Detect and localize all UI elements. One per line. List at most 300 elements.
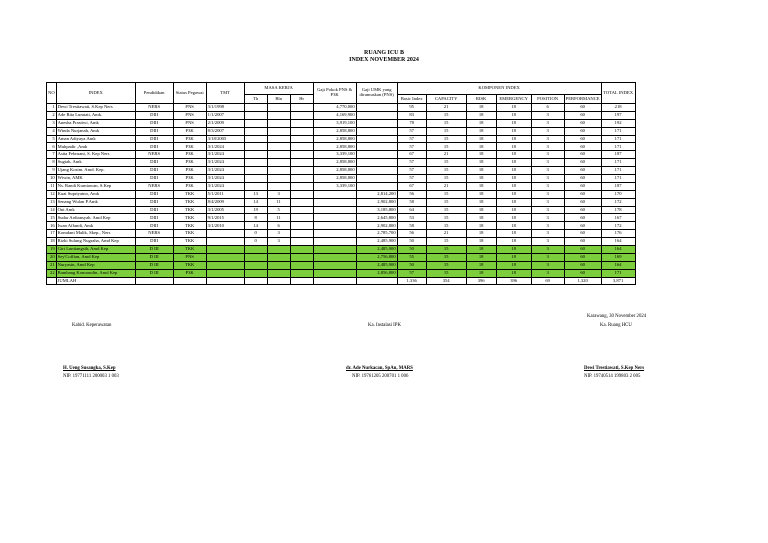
cell-risk: 18 bbox=[466, 111, 496, 119]
cell-gaji-umk bbox=[356, 167, 397, 175]
table-body bbox=[47, 104, 636, 278]
cell-no: 20 bbox=[47, 253, 57, 261]
cell-risk: 18 bbox=[466, 206, 496, 214]
cell-emergency: 18 bbox=[496, 143, 531, 151]
cell-th: 19 bbox=[244, 206, 267, 214]
cell-performance: 60 bbox=[564, 246, 601, 254]
cell-th: 0 bbox=[244, 230, 267, 238]
header-position: POSITION bbox=[531, 95, 564, 104]
cell-gaji bbox=[313, 222, 356, 230]
cell-no: 13 bbox=[47, 198, 57, 206]
cell-basic: 67 bbox=[397, 182, 426, 190]
cell-risk: 18 bbox=[466, 143, 496, 151]
header-capacity: CAPACITY bbox=[426, 95, 466, 104]
cell-hr bbox=[290, 182, 313, 190]
cell-performance: 60 bbox=[564, 104, 601, 112]
cell-pendidikan: DIII bbox=[135, 222, 173, 230]
cell-position: 3 bbox=[531, 127, 564, 135]
cell-tmt: 3/1/2024 bbox=[206, 143, 244, 151]
cell-gaji bbox=[313, 230, 356, 238]
cell-name: Komdani Malik, Skep., Ners bbox=[56, 230, 135, 238]
header-tmt: TMT bbox=[206, 83, 244, 104]
cell-no: 16 bbox=[47, 222, 57, 230]
totals-capacity: 354 bbox=[426, 277, 466, 285]
cell-emergency: 18 bbox=[496, 135, 531, 143]
cell-status: P3K bbox=[173, 167, 206, 175]
cell-name: Muhpadir ,Amk bbox=[56, 143, 135, 151]
cell-capacity: 15 bbox=[426, 261, 466, 269]
cell-tmt bbox=[206, 230, 244, 238]
cell-gaji-umk bbox=[356, 175, 397, 183]
cell-th bbox=[244, 246, 267, 254]
cell-gaji bbox=[313, 261, 356, 269]
index-table bbox=[46, 82, 636, 285]
cell-gaji-umk: 2,785,700 bbox=[356, 230, 397, 238]
cell-hr bbox=[290, 159, 313, 167]
cell-pendidikan: DIII bbox=[135, 190, 173, 198]
cell-capacity: 15 bbox=[426, 269, 466, 277]
cell-capacity: 21 bbox=[426, 151, 466, 159]
cell-name: Iwan Affandi, Amk bbox=[56, 222, 135, 230]
cell-name: Ujang Kosim. Amd. Kep. bbox=[56, 167, 135, 175]
cell-position: 3 bbox=[531, 119, 564, 127]
table-row bbox=[47, 119, 636, 127]
cell-capacity: 15 bbox=[426, 222, 466, 230]
cell-total: 176 bbox=[601, 230, 635, 238]
cell-emergency: 18 bbox=[496, 151, 531, 159]
cell-total: 187 bbox=[601, 151, 635, 159]
cell-risk: 18 bbox=[466, 190, 496, 198]
cell-gaji-umk: 2,756,800 bbox=[356, 253, 397, 261]
cell-name: Anesha Prastiwi, Amk bbox=[56, 119, 135, 127]
cell-performance: 60 bbox=[564, 127, 601, 135]
cell-gaji-umk bbox=[356, 159, 397, 167]
cell-capacity: 15 bbox=[426, 175, 466, 183]
cell-bln bbox=[267, 111, 290, 119]
cell-tmt: 3/1/2005 bbox=[206, 206, 244, 214]
cell-pendidikan: DIII bbox=[135, 214, 173, 222]
cell-total: 164 bbox=[601, 246, 635, 254]
cell-emergency: 18 bbox=[496, 190, 531, 198]
cell-gaji bbox=[313, 269, 356, 277]
cell-no: 6 bbox=[47, 143, 57, 151]
cell-gaji-umk: 2,856,800 bbox=[356, 269, 397, 277]
cell-emergency: 18 bbox=[496, 167, 531, 175]
cell-gaji-umk: 2,902,800 bbox=[356, 198, 397, 206]
cell-pendidikan: DIII bbox=[135, 175, 173, 183]
cell-capacity: 15 bbox=[426, 238, 466, 246]
cell-status: P3K bbox=[173, 175, 206, 183]
cell-status: P3K bbox=[173, 127, 206, 135]
cell-tmt: 2/1/2009 bbox=[206, 119, 244, 127]
totals-basic: 1,336 bbox=[397, 277, 426, 285]
cell-basic: 67 bbox=[397, 151, 426, 159]
cell-pendidikan: NERS bbox=[135, 230, 173, 238]
cell-capacity: 15 bbox=[426, 253, 466, 261]
cell-tmt: 3/1/2024 bbox=[206, 159, 244, 167]
cell-th bbox=[244, 127, 267, 135]
cell-name: Giri Luntiangsih, Amd Kep bbox=[56, 246, 135, 254]
table-row bbox=[47, 167, 636, 175]
header-performance: PERFORMANCE bbox=[564, 95, 601, 104]
cell-basic: 50 bbox=[397, 246, 426, 254]
cell-total: 178 bbox=[601, 206, 635, 214]
cell-risk: 18 bbox=[466, 269, 496, 277]
left-role: Kabid. Keperawatan bbox=[72, 323, 112, 328]
cell-position: 3 bbox=[531, 214, 564, 222]
cell-th bbox=[244, 111, 267, 119]
cell-th: 13 bbox=[244, 190, 267, 198]
cell-no: 22 bbox=[47, 269, 57, 277]
cell-name: Nuryasin, Amd Kep bbox=[56, 261, 135, 269]
cell-no: 2 bbox=[47, 111, 57, 119]
cell-tmt: 5/1/2011 bbox=[206, 190, 244, 198]
cell-risk: 18 bbox=[466, 261, 496, 269]
cell-capacity: 21 bbox=[426, 104, 466, 112]
cell-bln: 3 bbox=[267, 190, 290, 198]
cell-emergency: 18 bbox=[496, 159, 531, 167]
cell-th bbox=[244, 135, 267, 143]
cell-th bbox=[244, 175, 267, 183]
cell-risk: 18 bbox=[466, 104, 496, 112]
cell-no: 18 bbox=[47, 238, 57, 246]
cell-total: 172 bbox=[601, 198, 635, 206]
left-signer-name: H. Ueng Susangka, S.Kep bbox=[63, 366, 116, 371]
header-th: Th bbox=[244, 95, 267, 104]
totals-performance: 1,320 bbox=[564, 277, 601, 285]
cell-tmt bbox=[206, 253, 244, 261]
cell-status: PNS bbox=[173, 111, 206, 119]
cell-performance: 60 bbox=[564, 143, 601, 151]
cell-position: 3 bbox=[531, 175, 564, 183]
cell-name: Wiwin, AMK bbox=[56, 175, 135, 183]
cell-performance: 60 bbox=[564, 111, 601, 119]
cell-no: 4 bbox=[47, 127, 57, 135]
table-row bbox=[47, 230, 636, 238]
cell-tmt: 3/18/2005 bbox=[206, 135, 244, 143]
cell-basic: 56 bbox=[397, 190, 426, 198]
cell-hr bbox=[290, 151, 313, 159]
header-emergency: EMERGENCY bbox=[496, 95, 531, 104]
cell-emergency: 18 bbox=[496, 261, 531, 269]
cell-tmt: 8/4/2009 bbox=[206, 198, 244, 206]
cell-th bbox=[244, 143, 267, 151]
cell-total: 171 bbox=[601, 269, 635, 277]
cell-gaji-umk bbox=[356, 127, 397, 135]
cell-performance: 60 bbox=[564, 253, 601, 261]
cell-position: 3 bbox=[531, 190, 564, 198]
totals-risk: 396 bbox=[466, 277, 496, 285]
cell-hr bbox=[290, 127, 313, 135]
table-row bbox=[47, 206, 636, 214]
cell-total: 167 bbox=[601, 214, 635, 222]
cell-hr bbox=[290, 246, 313, 254]
cell-total: 164 bbox=[601, 261, 635, 269]
cell-pendidikan: DIII bbox=[135, 111, 173, 119]
header-gaji-umk: Gaji UMK yang dirumuskan (PNS) bbox=[356, 83, 397, 104]
cell-gaji bbox=[313, 190, 356, 198]
header-bln: Bln bbox=[267, 95, 290, 104]
cell-performance: 60 bbox=[564, 222, 601, 230]
cell-capacity: 15 bbox=[426, 190, 466, 198]
cell-gaji bbox=[313, 238, 356, 246]
cell-gaji: 2,858,800 bbox=[313, 159, 356, 167]
cell-pendidikan: DIII bbox=[135, 119, 173, 127]
header-komponen: KOMPONEN INDEX bbox=[397, 83, 601, 95]
cell-emergency: 18 bbox=[496, 253, 531, 261]
cell-total: 171 bbox=[601, 143, 635, 151]
cell-position: 3 bbox=[531, 238, 564, 246]
cell-no: 19 bbox=[47, 246, 57, 254]
totals-label: JUMLAH bbox=[56, 277, 135, 285]
cell-bln bbox=[267, 135, 290, 143]
cell-no: 8 bbox=[47, 159, 57, 167]
cell-position: 3 bbox=[531, 246, 564, 254]
cell-position: 3 bbox=[531, 182, 564, 190]
table-row bbox=[47, 198, 636, 206]
cell-th bbox=[244, 151, 267, 159]
header-gaji: Gaji Pokok PNS & P3K bbox=[313, 83, 356, 104]
cell-name: Bambang Komarudin, Amd Kep bbox=[56, 269, 135, 277]
cell-emergency: 18 bbox=[496, 182, 531, 190]
cell-th bbox=[244, 104, 267, 112]
cell-gaji-umk bbox=[356, 111, 397, 119]
cell-hr bbox=[290, 230, 313, 238]
table-row bbox=[47, 261, 636, 269]
table-row bbox=[47, 269, 636, 277]
cell-position: 3 bbox=[531, 222, 564, 230]
right-signer-nip: NIP. 19740514 199803 2 005 bbox=[584, 374, 641, 379]
cell-pendidikan: D III bbox=[135, 253, 173, 261]
cell-gaji-umk: 2,645,800 bbox=[356, 214, 397, 222]
cell-bln bbox=[267, 151, 290, 159]
cell-status: P3K bbox=[173, 182, 206, 190]
header-basic: Basic Index bbox=[397, 95, 426, 104]
cell-pendidikan: NERS bbox=[135, 104, 173, 112]
cell-status: TKK bbox=[173, 261, 206, 269]
cell-gaji: 2,858,800 bbox=[313, 167, 356, 175]
cell-position: 3 bbox=[531, 230, 564, 238]
cell-name: Sey'Coffian, Amd Kep bbox=[56, 253, 135, 261]
cell-position: 3 bbox=[531, 111, 564, 119]
cell-th bbox=[244, 261, 267, 269]
cell-performance: 60 bbox=[564, 119, 601, 127]
cell-gaji-umk bbox=[356, 104, 397, 112]
cell-emergency: 18 bbox=[496, 214, 531, 222]
cell-name: Kuat Supriyatno, Amk bbox=[56, 190, 135, 198]
cell-th bbox=[244, 119, 267, 127]
right-signer-name: Dewi Trestiawati, S.Kep Ners bbox=[584, 366, 645, 371]
cell-name: Ns. Randi Kurniawan, S.Kep bbox=[56, 182, 135, 190]
cell-pendidikan: D III bbox=[135, 269, 173, 277]
cell-performance: 60 bbox=[564, 167, 601, 175]
cell-gaji: 3,339,100 bbox=[313, 151, 356, 159]
cell-performance: 60 bbox=[564, 206, 601, 214]
cell-th bbox=[244, 182, 267, 190]
cell-name: Asita Februani, S. Kep Ners bbox=[56, 151, 135, 159]
cell-tmt: 3/1/2024 bbox=[206, 167, 244, 175]
cell-risk: 18 bbox=[466, 127, 496, 135]
cell-emergency: 18 bbox=[496, 198, 531, 206]
cell-th: 8 bbox=[244, 214, 267, 222]
cell-performance: 60 bbox=[564, 269, 601, 277]
cell-gaji: 4,169,900 bbox=[313, 111, 356, 119]
cell-tmt: 8/3/2007 bbox=[206, 127, 244, 135]
cell-position: 3 bbox=[531, 135, 564, 143]
cell-gaji-umk: 2,485,900 bbox=[356, 238, 397, 246]
cell-hr bbox=[290, 135, 313, 143]
cell-hr bbox=[290, 261, 313, 269]
cell-status: P3K bbox=[173, 151, 206, 159]
cell-gaji-umk bbox=[356, 143, 397, 151]
cell-emergency: 18 bbox=[496, 246, 531, 254]
cell-emergency: 18 bbox=[496, 269, 531, 277]
cell-bln: 5 bbox=[267, 206, 290, 214]
cell-capacity: 15 bbox=[426, 198, 466, 206]
cell-name: Rizki Sulung Nugraha, Amd Kep bbox=[56, 238, 135, 246]
cell-name: Oni Amk bbox=[56, 206, 135, 214]
cell-hr bbox=[290, 222, 313, 230]
cell-gaji-umk: 2,485,900 bbox=[356, 261, 397, 269]
cell-status: P3K bbox=[173, 135, 206, 143]
cell-basic: 64 bbox=[397, 206, 426, 214]
header-masa-kerja: MASA KERJA bbox=[244, 83, 313, 95]
cell-position: 3 bbox=[531, 151, 564, 159]
cell-performance: 60 bbox=[564, 190, 601, 198]
cell-risk: 18 bbox=[466, 151, 496, 159]
cell-basic: 57 bbox=[397, 135, 426, 143]
cell-status: TKK bbox=[173, 206, 206, 214]
cell-bln bbox=[267, 104, 290, 112]
cell-risk: 18 bbox=[466, 167, 496, 175]
cell-no: 5 bbox=[47, 135, 57, 143]
cell-risk: 18 bbox=[466, 159, 496, 167]
cell-gaji-umk: 2,485,900 bbox=[356, 246, 397, 254]
cell-position: 3 bbox=[531, 198, 564, 206]
cell-capacity: 15 bbox=[426, 214, 466, 222]
cell-risk: 18 bbox=[466, 182, 496, 190]
cell-bln bbox=[267, 175, 290, 183]
cell-gaji-umk bbox=[356, 119, 397, 127]
cell-bln bbox=[267, 261, 290, 269]
table-row bbox=[47, 159, 636, 167]
cell-no: 12 bbox=[47, 190, 57, 198]
cell-pendidikan: DIII bbox=[135, 238, 173, 246]
cell-bln: 11 bbox=[267, 214, 290, 222]
cell-basic: 50 bbox=[397, 238, 426, 246]
cell-performance: 60 bbox=[564, 135, 601, 143]
cell-gaji bbox=[313, 206, 356, 214]
cell-position: 3 bbox=[531, 167, 564, 175]
cell-bln bbox=[267, 182, 290, 190]
cell-th: 0 bbox=[244, 238, 267, 246]
cell-status: TKK bbox=[173, 190, 206, 198]
cell-name: Ade Rita Lumiati, Amk. bbox=[56, 111, 135, 119]
cell-bln bbox=[267, 119, 290, 127]
header-hr: Hr bbox=[290, 95, 313, 104]
totals-position: 69 bbox=[531, 277, 564, 285]
cell-status: TKK bbox=[173, 238, 206, 246]
cell-bln bbox=[267, 159, 290, 167]
cell-basic: 95 bbox=[397, 104, 426, 112]
table-row bbox=[47, 135, 636, 143]
header-index: INDEX bbox=[56, 83, 135, 104]
cell-name: Sugiah, Amk bbox=[56, 159, 135, 167]
cell-pendidikan: DIII bbox=[135, 159, 173, 167]
cell-total: 192 bbox=[601, 119, 635, 127]
cell-pendidikan: DIII bbox=[135, 135, 173, 143]
cell-basic: 57 bbox=[397, 269, 426, 277]
cell-performance: 60 bbox=[564, 159, 601, 167]
cell-th bbox=[244, 159, 267, 167]
cell-hr bbox=[290, 253, 313, 261]
cell-position: 3 bbox=[531, 261, 564, 269]
cell-total: 172 bbox=[601, 222, 635, 230]
totals-row bbox=[47, 277, 636, 285]
cell-risk: 18 bbox=[466, 198, 496, 206]
cell-capacity: 15 bbox=[426, 119, 466, 127]
mid-role: Ka. Instalasi IPK bbox=[368, 323, 401, 328]
cell-gaji bbox=[313, 253, 356, 261]
cell-gaji-umk bbox=[356, 182, 397, 190]
header-risk: RISK bbox=[466, 95, 496, 104]
cell-bln: 3 bbox=[267, 238, 290, 246]
cell-hr bbox=[290, 111, 313, 119]
cell-gaji-umk: 2,902,800 bbox=[356, 222, 397, 230]
totals-total: 3,871 bbox=[601, 277, 635, 285]
cell-basic: 57 bbox=[397, 175, 426, 183]
cell-hr bbox=[290, 167, 313, 175]
cell-basic: 78 bbox=[397, 119, 426, 127]
cell-pendidikan: D III bbox=[135, 246, 173, 254]
cell-total: 171 bbox=[601, 159, 635, 167]
cell-th: 14 bbox=[244, 222, 267, 230]
cell-no: 3 bbox=[47, 119, 57, 127]
cell-status: PNS bbox=[173, 119, 206, 127]
mid-signer-name: dr. Ade Nurkacan, SpAn, MARS bbox=[346, 366, 413, 371]
cell-status: PNS bbox=[173, 104, 206, 112]
table-row bbox=[47, 253, 636, 261]
cell-tmt: 3/1/2024 bbox=[206, 182, 244, 190]
cell-tmt: 3/1/2024 bbox=[206, 151, 244, 159]
cell-tmt: 3/1/2010 bbox=[206, 222, 244, 230]
cell-total: 171 bbox=[601, 175, 635, 183]
cell-gaji-umk: 3,185,800 bbox=[356, 206, 397, 214]
cell-gaji-umk bbox=[356, 135, 397, 143]
table-row bbox=[47, 190, 636, 198]
cell-capacity: 15 bbox=[426, 159, 466, 167]
cell-performance: 60 bbox=[564, 182, 601, 190]
cell-no: 14 bbox=[47, 206, 57, 214]
cell-gaji: 2,858,800 bbox=[313, 143, 356, 151]
page-subtitle: INDEX NOVEMBER 2024 bbox=[349, 57, 419, 63]
cell-total: 171 bbox=[601, 135, 635, 143]
cell-position: 3 bbox=[531, 253, 564, 261]
cell-performance: 60 bbox=[564, 261, 601, 269]
cell-th bbox=[244, 253, 267, 261]
header-status: Status Pegawai bbox=[173, 83, 206, 104]
cell-basic: 58 bbox=[397, 198, 426, 206]
cell-no: 10 bbox=[47, 175, 57, 183]
cell-total: 164 bbox=[601, 238, 635, 246]
cell-basic: 50 bbox=[397, 261, 426, 269]
header-no: NO bbox=[47, 83, 57, 104]
cell-basic: 57 bbox=[397, 127, 426, 135]
cell-emergency: 18 bbox=[496, 222, 531, 230]
cell-status: PNS bbox=[173, 253, 206, 261]
cell-no: 1 bbox=[47, 104, 57, 112]
cell-gaji: 2,858,800 bbox=[313, 127, 356, 135]
